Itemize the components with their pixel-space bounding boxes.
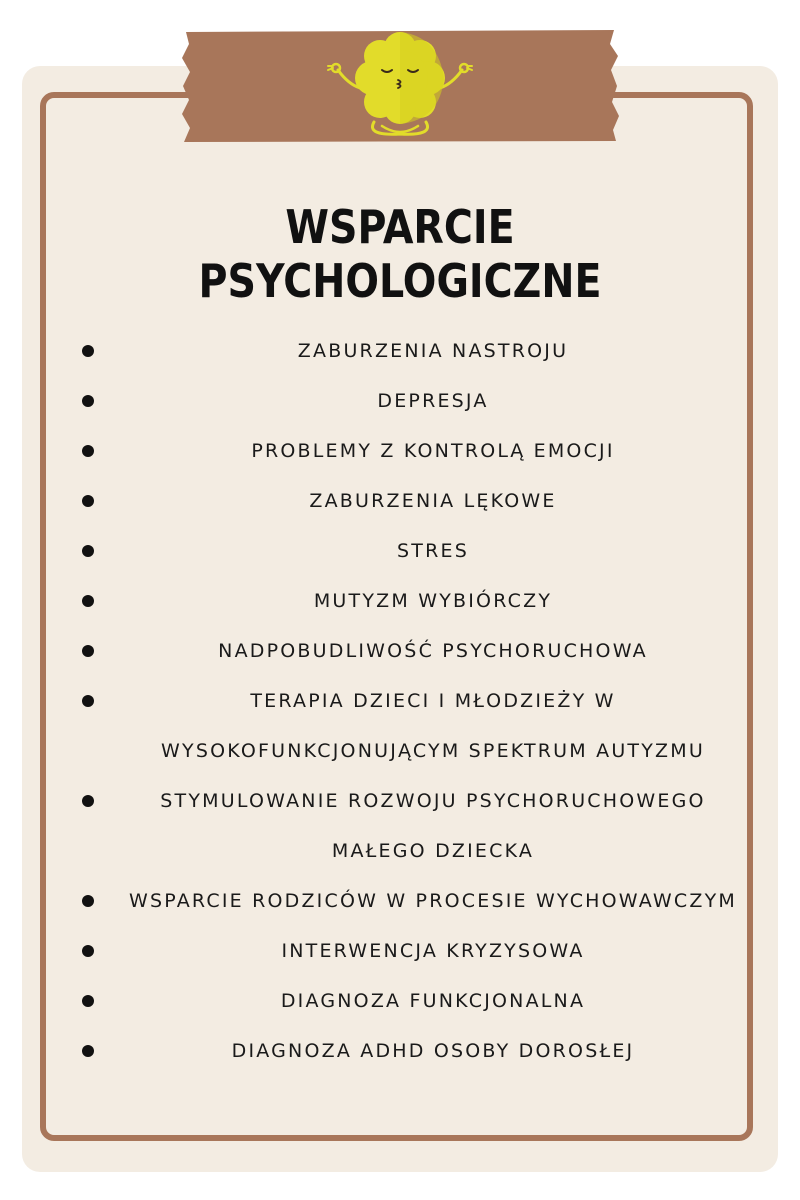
list-item-text: DEPRESJA bbox=[377, 390, 489, 412]
list-item-text: INTERWENCJA KRYZYSOWA bbox=[281, 940, 585, 962]
list-item-text: TERAPIA DZIECI I MŁODZIEŻY W WYSOKOFUNKCJONUJĄCYM SPEKTRUM AUTYZMU bbox=[161, 690, 705, 762]
list-item bbox=[70, 776, 750, 876]
bullet-icon bbox=[82, 995, 94, 1007]
bullet-icon bbox=[82, 495, 94, 507]
meditating-brain-icon bbox=[320, 26, 480, 142]
list-item-text: DIAGNOZA FUNKCJONALNA bbox=[280, 990, 586, 1012]
bullet-icon bbox=[82, 545, 94, 557]
bullet-icon bbox=[82, 645, 94, 657]
list-item-text: WSPARCIE RODZICÓW W PROCESIE WYCHOWAWCZYM bbox=[129, 890, 737, 912]
bullet-icon bbox=[82, 1045, 94, 1057]
list-item bbox=[70, 676, 750, 776]
list-item bbox=[70, 326, 750, 376]
list-item-text: MUTYZM WYBIÓRCZY bbox=[313, 590, 553, 612]
list-item bbox=[70, 426, 750, 476]
bullet-icon bbox=[82, 345, 94, 357]
bullet-icon bbox=[82, 595, 94, 607]
list-item bbox=[70, 576, 750, 626]
page-title: WSPARCIE PSYCHOLOGICZNE bbox=[198, 200, 602, 308]
bullet-icon bbox=[82, 395, 94, 407]
list-item bbox=[70, 476, 750, 526]
list-item-text: ZABURZENIA LĘKOWE bbox=[309, 490, 557, 512]
bullet-icon bbox=[82, 795, 94, 807]
list-item-text: STRES bbox=[397, 540, 469, 562]
list-item bbox=[70, 926, 750, 976]
list-item bbox=[70, 376, 750, 426]
list-item-text: PROBLEMY Z KONTROLĄ EMOCJI bbox=[251, 440, 615, 462]
services-list bbox=[70, 326, 750, 1076]
bullet-icon bbox=[82, 895, 94, 907]
list-item-text: NADPOBUDLIWOŚĆ PSYCHORUCHOWA bbox=[218, 640, 648, 662]
list-item-text: ZABURZENIA NASTROJU bbox=[297, 340, 569, 362]
list-item-text: DIAGNOZA ADHD OSOBY DOROSŁEJ bbox=[231, 1040, 635, 1062]
list-item bbox=[70, 1026, 750, 1076]
bullet-icon bbox=[82, 445, 94, 457]
list-item bbox=[70, 526, 750, 576]
list-item bbox=[70, 626, 750, 676]
bullet-icon bbox=[82, 695, 94, 707]
list-item bbox=[70, 976, 750, 1026]
list-item-text: STYMULOWANIE ROZWOJU PSYCHORUCHOWEGO MAŁEGO DZIECKA bbox=[160, 790, 706, 862]
bullet-icon bbox=[82, 945, 94, 957]
list-item bbox=[70, 876, 750, 926]
